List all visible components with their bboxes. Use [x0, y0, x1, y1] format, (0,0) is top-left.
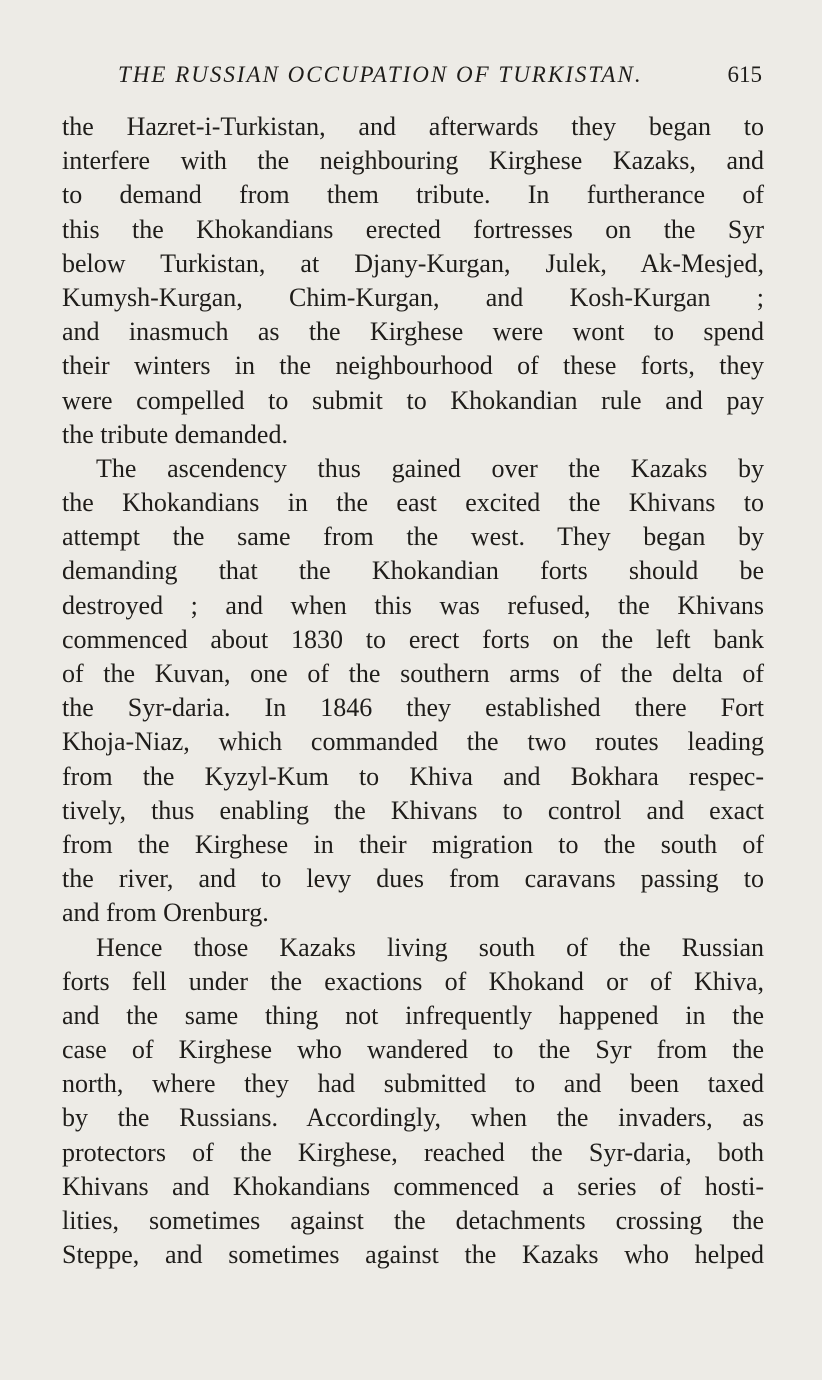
- text-line: Khivans and Khokandians commenced a series of hosti-: [62, 1171, 764, 1201]
- text-line: the Syr-daria. In 1846 they established there Fort: [62, 693, 764, 723]
- body-text: [62, 110, 764, 1272]
- text-line: to demand from them tribute. In furtherance of: [62, 180, 764, 210]
- text-line: below Turkistan, at Djany-Kurgan, Julek, Ak-Mesjed,: [62, 248, 764, 278]
- text-line: and inasmuch as the Kirghese were wont to spend: [62, 317, 764, 347]
- text-line: Khoja-Niaz, which commanded the two routes leading: [62, 727, 764, 757]
- text-line: Hence those Kazaks living south of the Russian: [96, 932, 764, 962]
- paragraph: [62, 452, 764, 931]
- text-line: this the Khokandians erected fortresses on the Syr: [62, 214, 764, 244]
- text-line: The ascendency thus gained over the Kazaks by: [96, 453, 764, 483]
- paragraph: [62, 931, 764, 1273]
- paragraph: [62, 110, 764, 452]
- text-line: their winters in the neighbourhood of these forts, they: [62, 351, 764, 381]
- text-line: from the Kirghese in their migration to the south of: [62, 829, 764, 859]
- text-line: lities, sometimes against the detachments crossing the: [62, 1206, 764, 1235]
- text-line: destroyed ; and when this was refused, the Khivans: [62, 590, 764, 620]
- page-number: 615: [727, 62, 762, 87]
- text-line: attempt the same from the west. They began by: [62, 522, 764, 552]
- running-head: [62, 62, 762, 96]
- text-line: demanding that the Khokandian forts should be: [62, 556, 764, 586]
- text-line: the tribute demanded.: [62, 419, 288, 449]
- text-line: Steppe, and sometimes against the Kazaks who helped: [62, 1240, 764, 1270]
- text-line: the Hazret-i-Turkistan, and afterwards they began to: [62, 112, 764, 141]
- text-line: Kumysh-Kurgan, Chim-Kurgan, and Kosh-Kurgan ;: [62, 282, 764, 312]
- text-line: north, where they had submitted to and been taxed: [62, 1069, 764, 1099]
- text-line: tively, thus enabling the Khivans to control and exact: [62, 795, 764, 825]
- text-line: by the Russians. Accordingly, when the invaders, as: [62, 1103, 764, 1133]
- text-line: forts fell under the exactions of Khokand or of Khiva,: [62, 966, 764, 996]
- text-line: commenced about 1830 to erect forts on the left bank: [62, 624, 764, 654]
- text-line: of the Kuvan, one of the southern arms of the delta of: [62, 659, 764, 688]
- text-line: the Khokandians in the east excited the Khivans to: [62, 488, 764, 518]
- text-line: protectors of the Kirghese, reached the Syr-daria, both: [62, 1137, 764, 1167]
- text-line: case of Kirghese who wandered to the Syr from the: [62, 1035, 764, 1065]
- text-line: were compelled to submit to Khokandian rule and pay: [62, 385, 764, 415]
- text-line: from the Kyzyl-Kum to Khiva and Bokhara respec-: [62, 761, 764, 791]
- text-line: and from Orenburg.: [62, 898, 269, 928]
- text-line: the river, and to levy dues from caravans passing to: [62, 864, 764, 894]
- text-line: interfere with the neighbouring Kirghese Kazaks, and: [62, 146, 764, 176]
- running-head-title: THE RUSSIAN OCCUPATION OF TURKISTAN.: [118, 62, 643, 87]
- text-line: and the same thing not infrequently happened in the: [62, 1000, 764, 1030]
